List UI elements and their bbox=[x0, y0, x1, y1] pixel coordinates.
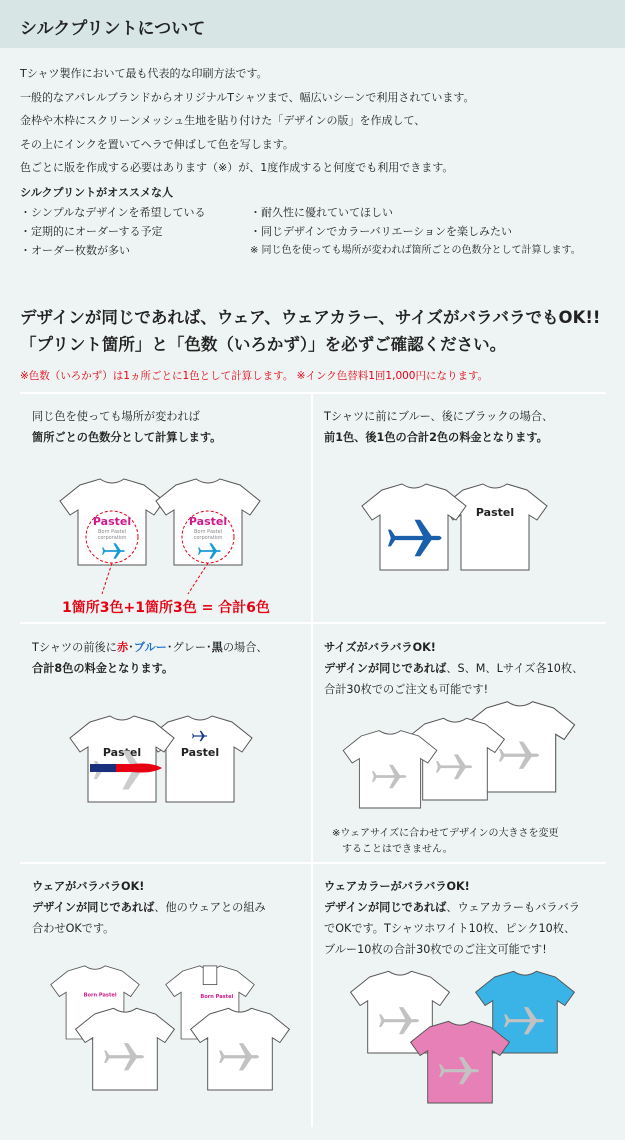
cell-text-line bbox=[32, 637, 268, 658]
cell-4-text bbox=[324, 637, 583, 700]
page-title: シルクプリントについて bbox=[20, 19, 206, 39]
cell-text-line bbox=[32, 897, 266, 918]
cell-text-line: 合わせOKです。 bbox=[32, 922, 115, 935]
note-line: することはできません。 bbox=[342, 844, 453, 855]
recommend-item: ・耐久性に優れていてほしい bbox=[250, 206, 393, 219]
text-black: 黒 bbox=[211, 641, 223, 654]
cell-text-line: ブルー10枚の合計30枚でのご注文可能です! bbox=[324, 943, 547, 956]
cell-text-title: サイズがバラバラOK! bbox=[324, 641, 436, 654]
text-segment: 、S、M、Lサイズ各10枚、 bbox=[446, 662, 584, 675]
cell-3-illustration bbox=[60, 712, 280, 822]
recommend-title: シルクプリントがオススメな人 bbox=[20, 186, 173, 199]
cell-6-illustration bbox=[340, 965, 580, 1125]
cell-5-text bbox=[32, 876, 266, 939]
cell-text-line bbox=[324, 897, 580, 918]
cell-text-title: ウェアカラーがバラバラOK! bbox=[324, 880, 470, 893]
text-segment: 、ウェアカラーもバラバラ bbox=[446, 901, 580, 914]
cell-text-title: ウェアがバラバラOK! bbox=[32, 880, 145, 893]
text-red: 赤 bbox=[116, 641, 129, 654]
pastel-logo: Pastel bbox=[102, 746, 142, 759]
main-message-1: デザインが同じであれば、ウェア、ウェアカラー、サイズがバラバラでもOK!! bbox=[20, 308, 601, 327]
intro-text bbox=[20, 62, 474, 180]
pastel-logo: Pastel bbox=[180, 746, 220, 759]
text-segment: Tシャツの前後に bbox=[32, 641, 117, 654]
text-segment: デザインが同じであれば bbox=[32, 901, 155, 914]
cell-1-text bbox=[32, 406, 221, 448]
text-blue: ブルー bbox=[133, 641, 167, 654]
cell-text-line: 合計30枚でのご注文も可能です! bbox=[324, 683, 489, 696]
text-segment: デザインが同じであれば bbox=[324, 901, 447, 914]
pastel-logo: Pastel bbox=[188, 515, 228, 528]
recommend-item: ・定期的にオーダーする予定 bbox=[20, 225, 163, 238]
cell-text-line: 前1色、後1色の合計2色の料金となります。 bbox=[324, 431, 548, 444]
cell-6-text bbox=[324, 876, 580, 960]
grid-divider bbox=[20, 392, 606, 394]
grid-divider bbox=[20, 862, 606, 864]
pastel-sub: corporation bbox=[97, 535, 127, 541]
intro-line: 一般的なアパレルブランドからオリジナルTシャツまで、幅広いシーンで利用されています。 bbox=[20, 90, 475, 104]
mini-logo: Born Pastel bbox=[83, 992, 117, 999]
cell-text-line: でOKです。Tシャツホワイト10枚、ピンク10枚、 bbox=[324, 922, 576, 935]
pastel-sub: Born Pastel bbox=[193, 529, 223, 535]
size-note bbox=[332, 826, 558, 858]
recommend-list-left bbox=[20, 203, 206, 260]
text-segment: ･ bbox=[128, 641, 134, 654]
cell-text-line: Tシャツに前にブルー、後にブラックの場合、 bbox=[324, 410, 554, 423]
pastel-logo: Pastel bbox=[475, 506, 515, 519]
recommend-list-right bbox=[250, 203, 581, 260]
text-segment: デザインが同じであれば bbox=[324, 662, 447, 675]
cell-text-line: 同じ色を使っても場所が変われば bbox=[32, 410, 200, 423]
text-segment: の場合、 bbox=[222, 641, 268, 654]
recommend-item: ・オーダー枚数が多い bbox=[20, 244, 130, 257]
cell-text-line: 合計8色の料金となります。 bbox=[32, 662, 174, 675]
intro-line: 金枠や木枠にスクリーンメッシュ生地を貼り付けた「デザインの版」を作成して、 bbox=[20, 114, 426, 127]
color-formula: 1箇所3色+1箇所3色 = 合計6色 bbox=[62, 600, 270, 616]
color-count-note: ※色数（いろかず）は1ヵ所ごとに1色として計算します。 ※インク色替料1回1,000円になります。 bbox=[20, 370, 489, 382]
cell-2-illustration bbox=[350, 480, 570, 590]
pastel-sub: corporation bbox=[193, 535, 223, 541]
recommend-item: ・同じデザインでカラーバリエーションを楽しみたい bbox=[250, 225, 513, 238]
main-message-2: 「プリント箇所」と「色数（いろかず）」を必ずご確認ください。 bbox=[20, 335, 507, 354]
grid-divider bbox=[20, 622, 606, 624]
cell-3-text bbox=[32, 637, 268, 679]
mini-logo: Born Pastel bbox=[200, 994, 234, 1001]
pastel-logo: Pastel bbox=[92, 515, 132, 528]
grid-divider bbox=[311, 392, 313, 1127]
intro-line: 色ごとに版を作成する必要はあります（※）が、1度作成すると何度でも利用できます。 bbox=[20, 161, 454, 174]
cell-5-illustration bbox=[40, 960, 280, 1110]
note-line: ※ウェアサイズに合わせてデザインの大きさを変更 bbox=[332, 828, 559, 839]
pastel-sub: Born Pastel bbox=[97, 529, 127, 535]
intro-line: Tシャツ製作において最も代表的な印刷方法です。 bbox=[20, 67, 268, 80]
cell-text-line bbox=[324, 658, 583, 679]
recommend-note: ※ 同じ色を使っても場所が変われば箇所ごとの色数分として計算します。 bbox=[250, 245, 581, 256]
text-segment: 、他のウェアとの組み bbox=[154, 901, 266, 914]
cell-4-illustration bbox=[340, 700, 580, 830]
cell-text-line: 箇所ごとの色数分として計算します。 bbox=[32, 431, 222, 444]
intro-line: その上にインクを置いてヘラで伸ばして色を写します。 bbox=[20, 137, 294, 151]
text-segment: ･グレー･ bbox=[166, 641, 212, 654]
cell-2-text bbox=[324, 406, 553, 448]
recommend-item: ・シンプルなデザインを希望している bbox=[20, 206, 206, 219]
